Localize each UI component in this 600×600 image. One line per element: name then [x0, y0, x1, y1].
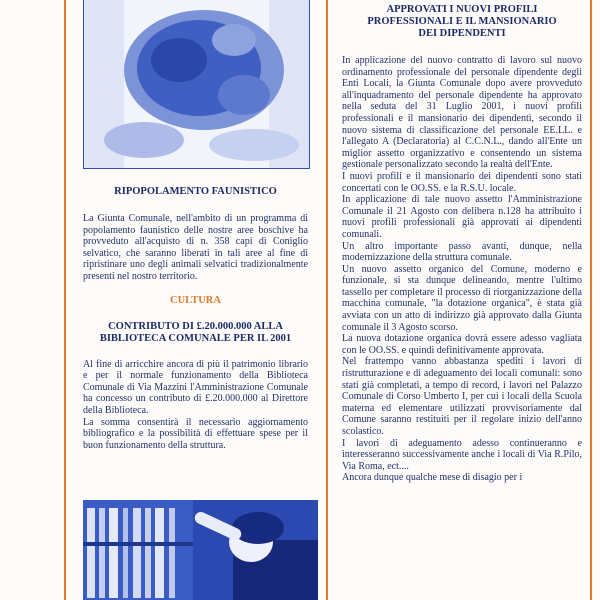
fauna-article-title: RIPOPOLAMENTO FAUNISTICO [114, 186, 277, 197]
library-photo [83, 500, 318, 600]
profiles-article-para5: Un nuovo assetto organico del Comune, moderno e funzionale, si sta dunque delineando, mentre l'ultimo tassello per completare il processo di riorganizzazione della macchina comunale, "la dotazione organica", è stata già avviata con un atto di indirizzo già approvato dalla Giunta comunale il 3 Agosto scorso. [342, 263, 582, 333]
profiles-article-title-line2: PROFESSIONALI E IL MANSIONARIO [367, 16, 557, 27]
left-column [83, 186, 308, 451]
center-divider-rule [326, 0, 328, 600]
profiles-article-para8: I lavori di adeguamento adesso continueranno e interesseranno successivamente anche i locali di Via R.Pilo, Via Roma, ect.... [342, 437, 582, 472]
rabbit-photo [83, 0, 310, 169]
profiles-article-para3: In applicazione di tale nuovo assetto l'Amministrazione Comunale il 21 Agosto con delibera n.128 ha attribuito i nuovi profili professionali già approvati ai dipendenti comunali. [342, 194, 582, 240]
library-article-para2: La somma consentirà il necessario aggiornamento bibliografico e la possibilità di effettuare spese per il buon funzionamento della struttura. [83, 416, 308, 451]
profiles-article-para4: Un altro importante passo avanti, dunque, nella modernizzazione della struttura comunale. [342, 240, 582, 264]
right-margin-rule [590, 0, 592, 600]
profiles-article-para1: In applicazione del nuovo contratto di lavoro sul nuovo ordinamento professionale del personale dipendente degli Enti Locali, la Giunta Comunale dopo avere provveduto all'inquadramento del personale dipendente ha approvato nella seduta del 31 Luglio 2001, i nuovi profili professionali e il mansionario dei dipendenti, secondo il nuovo sistema di classificazione del personale EE.LL. e l'allegato A (Declaratoria) al C.C.N.L., dando all'Ente un miglior assetto organizzativo e consentendo un sistema gestionale personalizzato secondo la realtà dell'Ente. [342, 55, 582, 171]
fauna-article-body: La Giunta Comunale, nell'ambito di un programma di popolamento faunistico delle nostre aree boschive ha provveduto all'acquisto di n. 358 capi di Coniglio selvatico, che saranno liberati in tali aree al fine di ripristinare uno degli animali selvatici tradizionalmente presenti nel nostro territorio. [83, 213, 308, 282]
profiles-article-para7: Nel frattempo vanno abbastanza spediti i lavori di ristrutturazione e di adeguamento dei locali comunali: sono stati già completati, a tempo di record, i lavori nel Palazzo Comunale di Corso Umberto I, per cui i locali della Scuola materna ed elementare utilizzati provvisoriamente dal Comune saranno restituiti per il regolare inizio dell'anno scolastico. [342, 356, 582, 437]
profiles-article-para6: La nuova dotazione organica dovrà essere adesso vagliata con le OO.SS. e quindi definitivamente approvata. [342, 333, 582, 356]
library-article-title-line1: CONTRIBUTO DI £.20.000.000 ALLA [108, 320, 283, 332]
left-margin-rule [64, 0, 66, 600]
profiles-article-para9: Ancora dunque qualche mese di disagio per i [342, 472, 523, 484]
profiles-article-title-line3: DEI DIPENDENTI [418, 28, 506, 39]
library-article-title-line2: BIBLIOTECA COMUNALE PER IL 2001 [99, 332, 292, 344]
profiles-article-title-line1: APPROVATI I NUOVI PROFILI [386, 4, 538, 15]
right-column [342, 4, 582, 484]
section-label-cultura: CULTURA [170, 294, 221, 306]
library-article-para1: Al fine di arricchire ancora di più il patrimonio librario e per il normale funzionamento della Biblioteca Comunale di Via Mazzini l'Amministrazione Comunale ha concesso un contributo di £.20.000.000 al Direttore della Biblioteca. [83, 358, 308, 416]
profiles-article-para2: I nuovi profili e il mansionario dei dipendenti sono stati concertati con le OO.SS. e la R.S.U. locale. [342, 170, 582, 194]
